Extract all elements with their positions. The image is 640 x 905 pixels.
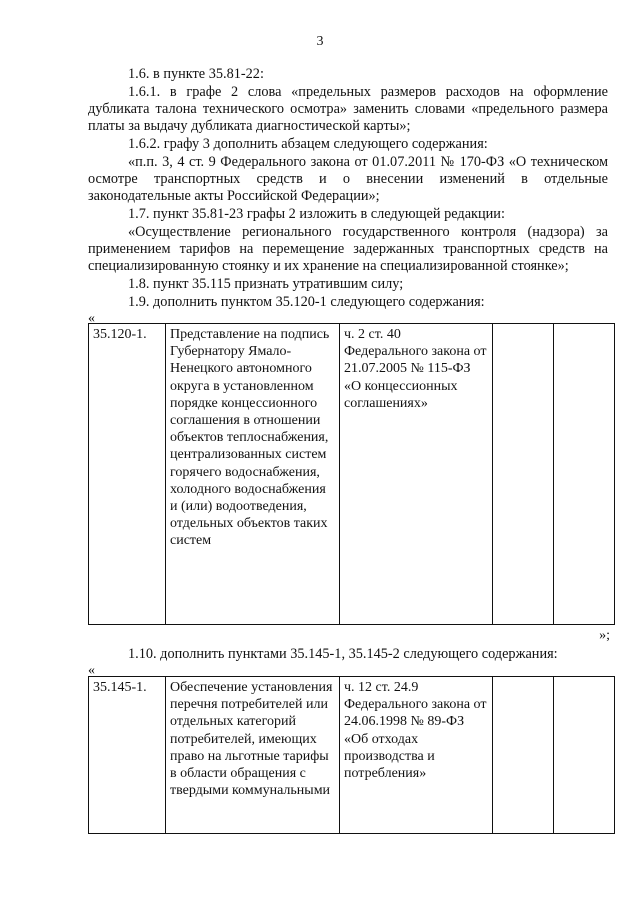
page-number: 3 [316,34,324,49]
legal-basis-cell: ч. 12 ст. 24.9 Федерального закона от 24.06.1998 № 89-ФЗ «Об отходах производства и потребления» [340,677,493,834]
paragraph-1-6-1: 1.6.1. в графе 2 слова «предельных размеров расходов на оформление дубликата талона технического осмотра» заменить словами «предельного размера платы за выдачу дубликата диагностической карты»; [88,84,608,134]
amendment-table-35-120-1 [88,323,615,625]
paragraph-1-6: 1.6. в пункте 35.81-22: [128,66,264,82]
table-row [89,324,615,625]
empty-cell [493,324,554,625]
empty-cell [554,677,615,834]
paragraph-1-6-2-quote: «п.п. 3, 4 ст. 9 Федерального закона от 01.07.2011 № 170-ФЗ «О техническом осмотре транспортных средств и о внесении изменений в отдельные законодательные акты Российской Федерации»; [88,154,608,204]
open-quote-mark: « [88,311,95,326]
item-number-cell: 35.120-1. [89,324,166,625]
paragraph-1-7-quote: «Осуществление регионального государственного контроля (надзора) за применением тарифов на перемещение задержанных транспортных средств на специализированную стоянку и их хранение на специализированной стоянке»; [88,224,608,274]
item-name-cell: Обеспечение установления перечня потребителей или отдельных категорий потребителей, имеющих право на льготные тарифы в области обращения с твердыми коммунальными [166,677,340,834]
empty-cell [493,677,554,834]
item-name-cell: Представление на подпись Губернатору Ямало-Ненецкого автономного округа в установленном порядке концессионного соглашения в отношении объектов теплоснабжения, централизованных систем горячего водоснабжения, холодного водоснабжения и (или) водоотведения, отдельных объектов таких систем [166,324,340,625]
empty-cell [554,324,615,625]
legal-basis-cell: ч. 2 ст. 40 Федерального закона от 21.07.2005 № 115-ФЗ «О концессионных соглашениях» [340,324,493,625]
close-quote-mark: »; [599,628,610,643]
table-row [89,677,615,834]
amendment-table-35-145-1 [88,676,615,834]
item-number-cell: 35.145-1. [89,677,166,834]
paragraph-1-10: 1.10. дополнить пунктами 35.145-1, 35.145-2 следующего содержания: [128,646,558,662]
paragraph-1-7: 1.7. пункт 35.81-23 графы 2 изложить в следующей редакции: [128,206,505,222]
open-quote-mark-2: « [88,663,95,678]
paragraph-1-8: 1.8. пункт 35.115 признать утратившим силу; [128,276,404,292]
paragraph-1-9: 1.9. дополнить пунктом 35.120-1 следующего содержания: [128,294,485,310]
paragraph-1-6-2: 1.6.2. графу 3 дополнить абзацем следующего содержания: [128,136,488,152]
